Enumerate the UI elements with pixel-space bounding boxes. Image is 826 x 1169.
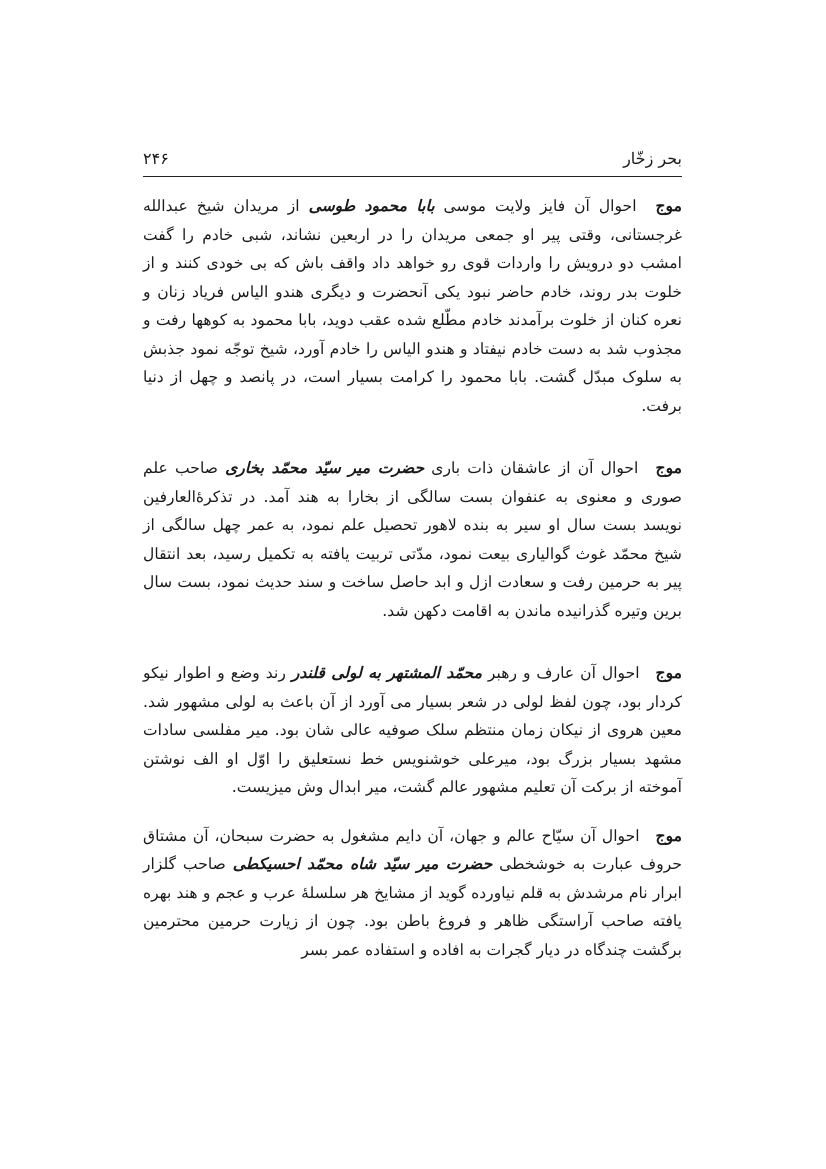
saint-name: محمّد المشتهر به لولی قلندر xyxy=(291,663,482,682)
paragraph-intro: احوال آن سیّاح عالم و جهان، آن دایم مشغول به حضرت سبحان، آن مشتاق حروف عبارت به خوشخطی xyxy=(143,826,682,873)
paragraph-keyword: موج xyxy=(655,825,682,845)
paragraph-shah-muhammad xyxy=(143,822,682,965)
page-number: ۲۴۶ xyxy=(143,149,169,168)
paragraph-keyword: موج xyxy=(655,458,682,477)
text-body xyxy=(143,192,682,964)
paragraph-text: صاحب گلزار ابرار نام مرشدش به قلم نیاورده گوید از مشایخ هر سلسلۀ عرب و عجم و هند بهره یافته صاحب آراستگی ظاهر و فروغ باطن بود. چون از زیارت حرمین محترمین برگشت چندگاه در دیار گجرات به افاده و استفاده عمر بسر xyxy=(143,855,682,959)
paragraph-text: صاحب علم صوری و معنوی به عنفوان بست سالگی از بخارا به هند آمد. در تذکرۀالعارفین نویسد بست سال او سیر به بنده لاهور تحصیل علم نمود، به عمر چهل سالگی از شیخ محمّد غوث گوالیاری بیعت نمود، مدّتی تربیت یافته به تکمیل رسید، بعد انتقال پیر به حرمین رفت و سعادت ازل و ابد حاصل ساخت و سند حدیث نمود، بست سال برین وتیره گذرانیده ماندن به اقامت دکهن شد. xyxy=(143,459,682,620)
paragraph-text: از مریدان شیخ عبدالله غرجستانی، وقتی پیر او جمعی مریدان را در اربعین نشاند، شبی خادم را گفت امشب دو درویش را واردات قوی رو خواهد داد واقف باش که بی خودی کنند و از خلوت بدر روند، خادم حاضر نبود یکی آنحضرت و دیگری هندو الیاس فریاد زنان و نعره کنان از خلوت برآمدند خادم مطّلع شده عقب دوید، بابا محمود به کوهها رفت و مجذوب شد به دست خادم نیفتاد و هندو الیاس را خادم آورد، شیخ توجّه نمود جذبش به سلوک مبدّل گشت. بابا محمود را کرامت بسیار است، در پانصد و چهل از دنیا برفت. xyxy=(143,197,682,415)
saint-name: بابا محمود طوسی xyxy=(308,196,435,215)
paragraph-text: رند وضع و اطوار نیکو کردار بود، چون لفظ لولی در شعر بسیار می آورد از آن باعث به لولی مشهور شد. معین هروی از نیکان زمان منتظم سلک صوفیه عالی شان بود. میر مفلسی سادات مشهد بسیار بزرگ بود، میرعلی خوشنویس خط نستعلیق را اوّل او الف نوشتن آموخته از برکت آن تعلیم مشهور عالم گشت، میر ابدال وش میزیست. xyxy=(143,664,682,796)
paragraph-intro: احوال آن عارف و رهبر xyxy=(487,664,640,682)
saint-name: حضرت میر سیّد شاه محمّد احسیکطی xyxy=(232,854,493,873)
paragraph-luli-qalandar xyxy=(143,659,682,802)
running-title: بحر زخّار xyxy=(623,149,682,168)
paragraph-sayyid-bukhari xyxy=(143,454,682,625)
paragraph-baba-mahmud xyxy=(143,192,682,420)
paragraph-intro: احوال آن فایز ولایت موسی xyxy=(443,197,637,215)
paragraph-keyword: موج xyxy=(655,196,682,215)
saint-name: حضرت میر سیّد محمّد بخاری xyxy=(225,458,425,477)
paragraph-intro: احوال آن از عاشقان ذات باری xyxy=(431,459,639,477)
page-header xyxy=(143,144,682,177)
paragraph-keyword: موج xyxy=(655,663,683,682)
